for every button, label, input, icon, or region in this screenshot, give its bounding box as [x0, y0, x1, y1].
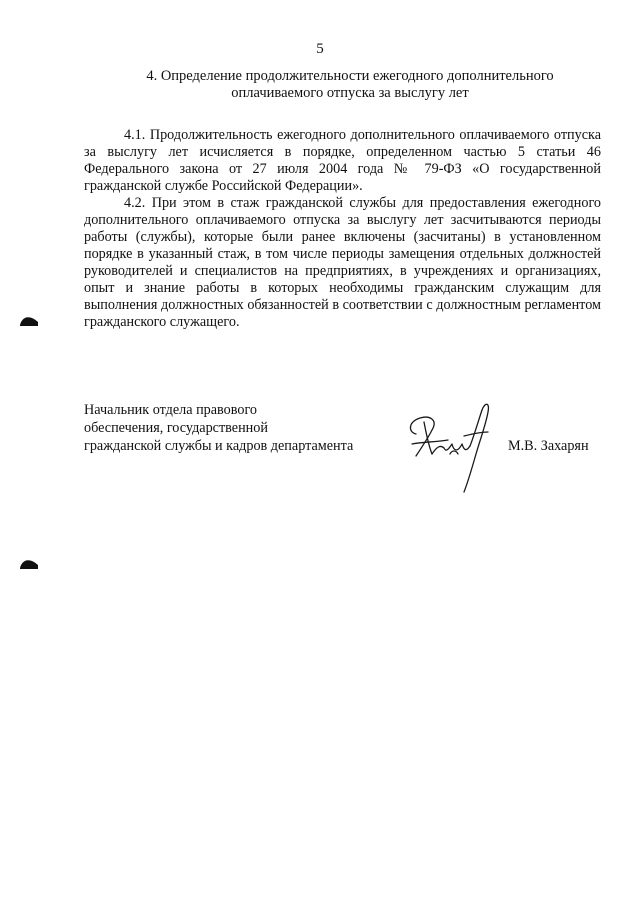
binder-hole-mark-top [19, 313, 39, 327]
handwritten-signature [402, 392, 502, 496]
signer-name: М.В. Захарян [508, 438, 589, 454]
section-title [80, 68, 620, 102]
signatory-position-line-2: обеспечения, государственной [84, 420, 268, 436]
page-number: 5 [316, 41, 324, 57]
signatory-position-line-1: Начальник отдела правового [84, 402, 257, 418]
paragraph-4-1: 4.1. Продолжительность ежегодного дополнительного оплачиваемого отпуска за выслугу лет исчисляется в порядке, определенном частью 5 статьи 46 Федерального закона от 27 июля 2004 года № 79-ФЗ «О государственной гражданской службе Российской Федерации». [84, 127, 601, 194]
section-title-line-2: оплачиваемого отпуска за выслугу лет [231, 85, 469, 101]
body-text [84, 127, 601, 331]
paragraph-4-2: 4.2. При этом в стаж гражданской службы для предоставления ежегодного дополнительного оплачиваемого отпуска за выслугу лет засчитываются периоды работы (службы), которые были ранее включены (засчитаны) в установленном порядке в указанный стаж, в том числе периоды замещения отдельных должностей руководителей и специалистов на предприятиях, в учреждениях и организациях, опыт и знание работы в которых необходимы гражданским служащим для выполнения должностных обязанностей в соответствии с должностным регламентом гражданского служащего. [84, 195, 601, 330]
section-title-line-1: 4. Определение продолжительности ежегодного дополнительного [146, 68, 554, 84]
signatory-position [84, 401, 384, 455]
signatory-position-line-3: гражданской службы и кадров департамента [84, 438, 354, 454]
binder-hole-mark-bottom [19, 556, 39, 570]
